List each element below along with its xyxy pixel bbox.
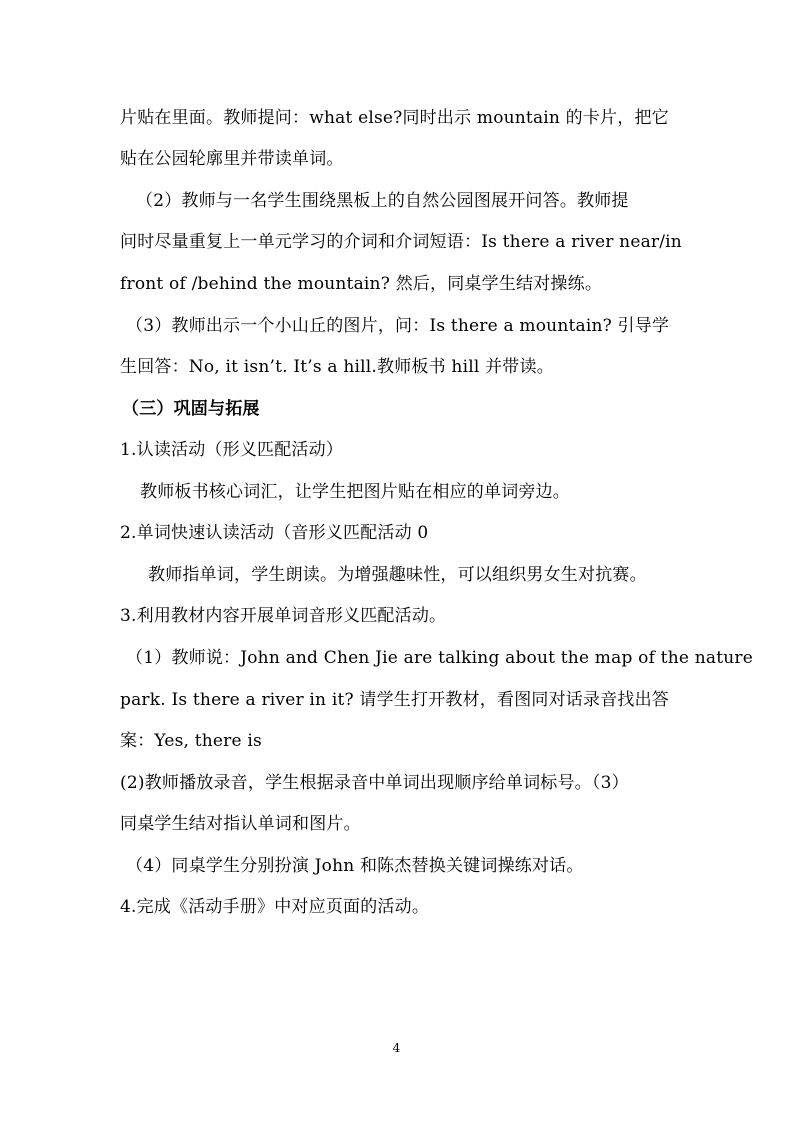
text-line: （1）教师说：John and Chen Jie are talking about the map of the nature	[126, 648, 753, 668]
text-line: (2)教师播放录音，学生根据录音中单词出现顺序给单词标号。（3）	[120, 773, 629, 793]
text-line: front of /behind the mountain? 然后，同桌学生结对操练。	[120, 274, 603, 294]
text-line: 生回答：No, it isn’t. It’s a hill.教师板书 hill 并带读。	[120, 357, 554, 377]
text-line: 1.认读活动（形义匹配活动）	[120, 440, 344, 460]
text-line: 案：Yes, there is	[120, 731, 262, 751]
text-line: （2）教师与一名学生围绕黑板上的自然公园图展开问答。教师提	[136, 191, 629, 211]
text-line: 问时尽量重复上一单元学习的介词和介词短语：Is there a river near/in	[120, 232, 682, 252]
text-line: 4.完成《活动手册》中对应页面的活动。	[120, 897, 430, 917]
text-line: （3）教师出示一个小山丘的图片，问：Is there a mountain? 引导学	[126, 316, 670, 336]
text-line: 3.利用教材内容开展单词音形义匹配活动。	[120, 606, 447, 626]
text-line: 片贴在里面。教师提问：what else?同时出示 mountain 的卡片，把它	[120, 108, 669, 128]
text-line: 教师指单词，学生朗读。为增强趣味性，可以组织男女生对抗赛。	[148, 565, 647, 585]
text-line: park. Is there a river in it? 请学生打开教材，看图同对话录音找出答	[120, 690, 670, 710]
text-line: 教师板书核心词汇，让学生把图片贴在相应的单词旁边。	[140, 482, 570, 502]
text-line: 2.单词快速认读活动（音形义匹配活动 0	[120, 523, 429, 543]
page-number: 4	[392, 1041, 401, 1055]
section-heading: （三）巩固与拓展	[122, 399, 260, 419]
text-line: 贴在公园轮廓里并带读单词。	[120, 149, 344, 169]
text-line: （4）同桌学生分别扮演 John 和陈杰替换关键词操练对话。	[126, 856, 584, 876]
text-line: 同桌学生结对指认单词和图片。	[120, 814, 361, 834]
